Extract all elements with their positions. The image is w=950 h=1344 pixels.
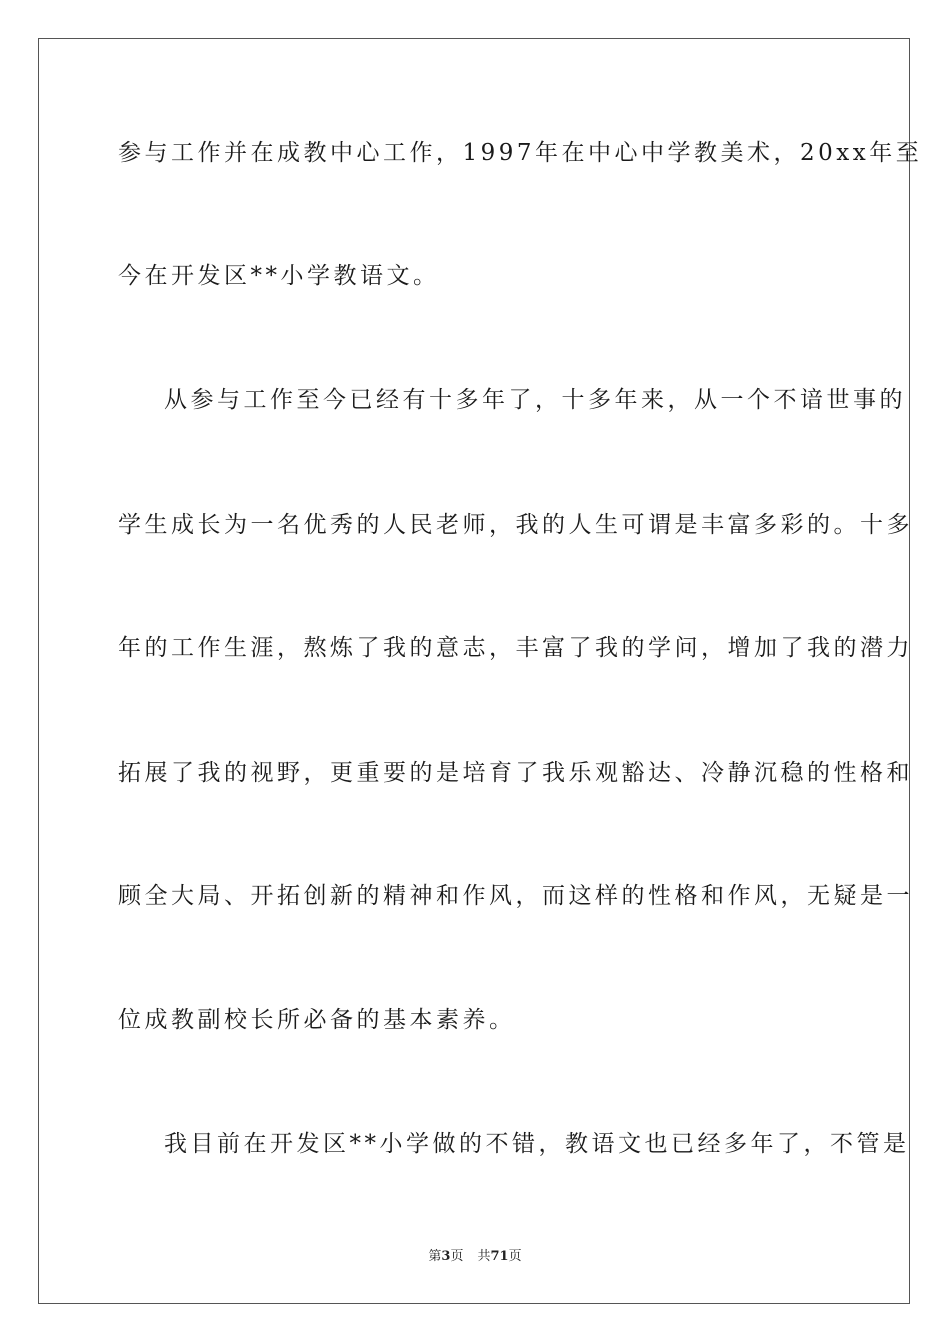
page-footer [0, 1248, 950, 1266]
paragraph-line-4: 学生成长为一名优秀的人民老师，我的人生可谓是丰富多彩的。十多 [118, 512, 913, 538]
paragraph-line-2: 今在开发区**小学教语文。 [118, 263, 440, 289]
total-label-prefix: 共 [477, 1249, 491, 1264]
paragraph-line-9: 我目前在开发区**小学做的不错，教语文也已经多年了，不管是 [164, 1131, 910, 1157]
total-pages: 71 [490, 1249, 509, 1264]
paragraph-line-6: 拓展了我的视野，更重要的是培育了我乐观豁达、冷静沉稳的性格和 [118, 760, 913, 786]
paragraph-line-7: 顾全大局、开拓创新的精神和作风，而这样的性格和作风，无疑是一 [118, 883, 913, 909]
paragraph-line-1: 参与工作并在成教中心工作，1997年在中心中学教美术，20xx年至 [118, 140, 923, 166]
page-label-suffix: 页 [450, 1249, 464, 1264]
page-number: 3 [441, 1249, 451, 1264]
total-label-suffix: 页 [508, 1249, 522, 1264]
paragraph-line-5: 年的工作生涯，熬炼了我的意志，丰富了我的学问，增加了我的潜力 [118, 635, 913, 661]
page-label-prefix: 第 [428, 1249, 442, 1264]
paragraph-line-3: 从参与工作至今已经有十多年了，十多年来，从一个不谙世事的 [164, 387, 906, 413]
page-border [38, 38, 923, 1304]
paragraph-line-8: 位成教副校长所必备的基本素养。 [118, 1007, 516, 1033]
